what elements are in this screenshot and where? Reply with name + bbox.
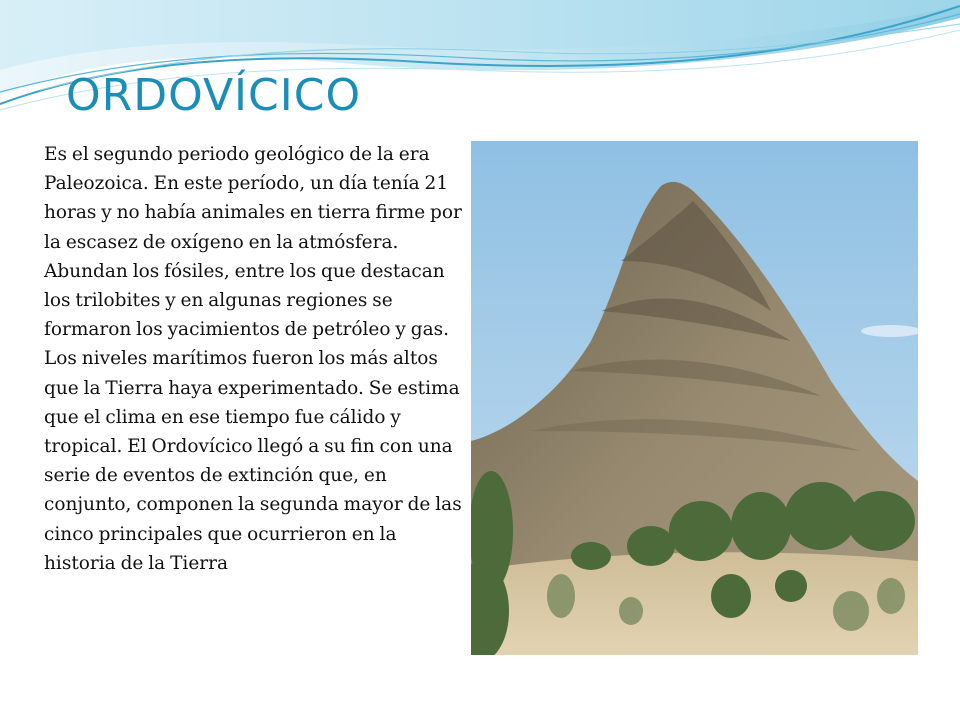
slide-title: ORDOVÍCICO [66, 70, 362, 121]
body-paragraph: Es el segundo periodo geológico de la era Paleozoica. En este período, un día tenía 21 horas y no había animales en tierra firme por la escasez de oxígeno en la atmósfera. Abundan los fósiles, entre los que destacan los trilobites y en algunas regiones se formaron los yacimientos de petróleo y gas. Los niveles marítimos fueron los más altos que la Tierra haya experimentado. Se estima que el clima en ese tiempo fue cálido y tropical. El Ordovícico llegó a su fin con una serie de eventos de extinción que, en conjunto, componen la segunda mayor de las cinco principales que ocurrieron en la historia de la Tierra [44, 144, 462, 574]
mountain-photo [471, 141, 918, 655]
